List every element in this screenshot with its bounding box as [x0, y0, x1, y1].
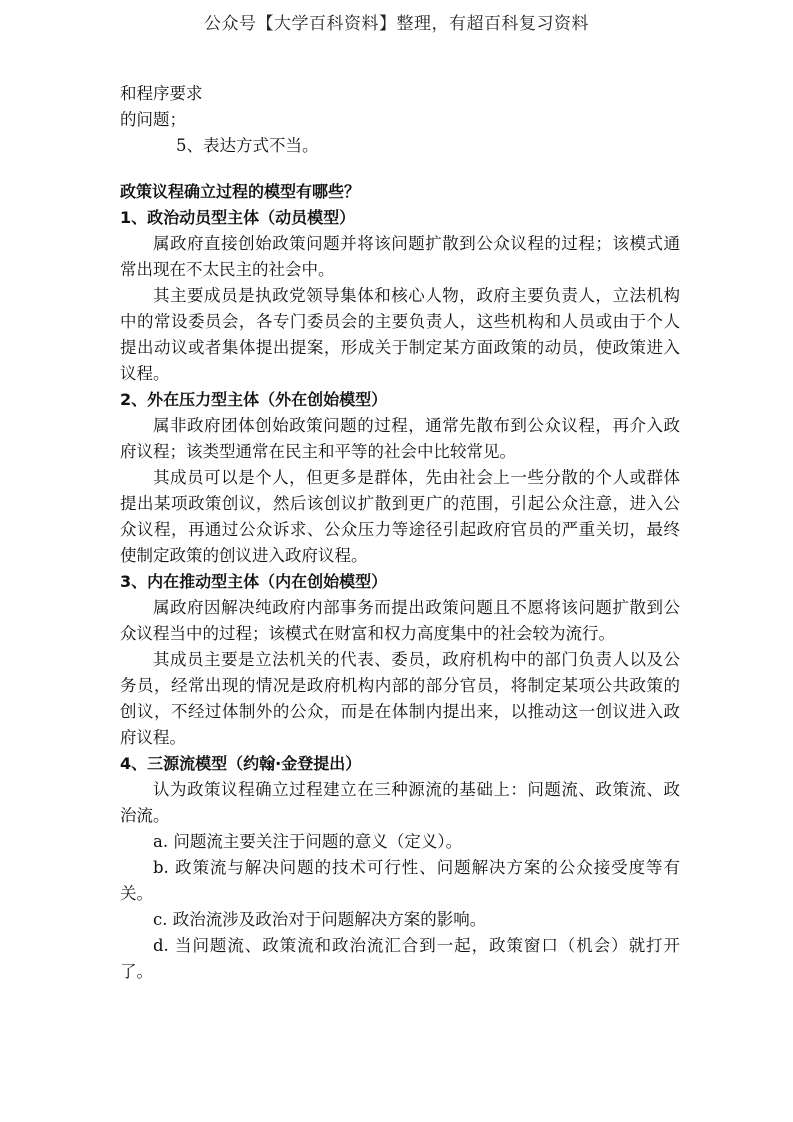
- document-body: [120, 81, 680, 985]
- fragment-line-1: 和程序要求: [120, 84, 203, 103]
- list-item-5: 5、表达方式不当。: [176, 136, 319, 155]
- section-heading-4: 4、三源流模型（约翰·金登提出）: [120, 754, 362, 773]
- section-heading-1: 1、政治动员型主体（动员模型）: [120, 208, 356, 227]
- section-1-paragraph-2: 其主要成员是执政党领导集体和核心人物，政府主要负责人，立法机构中的常设委员会，各专门委员会的主要负责人，这些机构和人员或由于个人提出动议或者集体提出提案，形成关于制定某方面政策的动员，使政策进入议程。: [120, 286, 680, 383]
- section-4-paragraph-1: 认为政策议程确立过程建立在三种源流的基础上：问题流、政策流、政治流。: [120, 780, 680, 825]
- section-heading-2: 2、外在压力型主体（外在创始模型）: [120, 390, 388, 409]
- section-4-item-a: a. 问题流主要关注于问题的意义（定义）。: [153, 832, 463, 851]
- section-3-paragraph-1: 属政府因解决纯政府内部事务而提出政策问题且不愿将该问题扩散到公众议程当中的过程；该模式在财富和权力高度集中的社会较为流行。: [120, 598, 680, 643]
- section-heading-3: 3、内在推动型主体（内在创始模型）: [120, 572, 388, 591]
- fragment-line-2: 的问题；: [120, 110, 186, 129]
- section-2-paragraph-2: 其成员可以是个人，但更多是群体，先由社会上一些分散的个人或群体提出某项政策创议，然后该创议扩散到更广的范围，引起公众注意，进入公众议程，再通过公众诉求、公众压力等途径引起政府官员的严重关切，最终使制定政策的创议进入政府议程。: [120, 468, 680, 565]
- section-3-paragraph-2: 其成员主要是立法机关的代表、委员，政府机构中的部门负责人以及公务员，经常出现的情况是政府机构内部的部分官员，将制定某项公共政策的创议，不经过体制外的公众，而是在体制内提出来，以推动这一创议进入政府议程。: [120, 650, 680, 747]
- spacer: [120, 159, 680, 179]
- section-4-item-d: d. 当问题流、政策流和政治流汇合到一起，政策窗口（机会）就打开了。: [120, 936, 680, 981]
- section-2-paragraph-1: 属非政府团体创始政策问题的过程，通常先散布到公众议程，再介入政府议程；该类型通常在民主和平等的社会中比较常见。: [120, 416, 680, 461]
- page-header: 公众号【大学百科资料】整理，有超百科复习资料: [204, 14, 589, 34]
- question-title: 政策议程确立过程的模型有哪些？: [120, 182, 361, 201]
- section-4-item-c: c. 政治流涉及政治对于问题解决方案的影响。: [153, 910, 487, 929]
- section-4-item-b: b. 政策流与解决问题的技术可行性、问题解决方案的公众接受度等有关。: [120, 858, 680, 903]
- section-1-paragraph-1: 属政府直接创始政策问题并将该问题扩散到公众议程的过程；该模式通常出现在不太民主的社会中。: [120, 234, 680, 279]
